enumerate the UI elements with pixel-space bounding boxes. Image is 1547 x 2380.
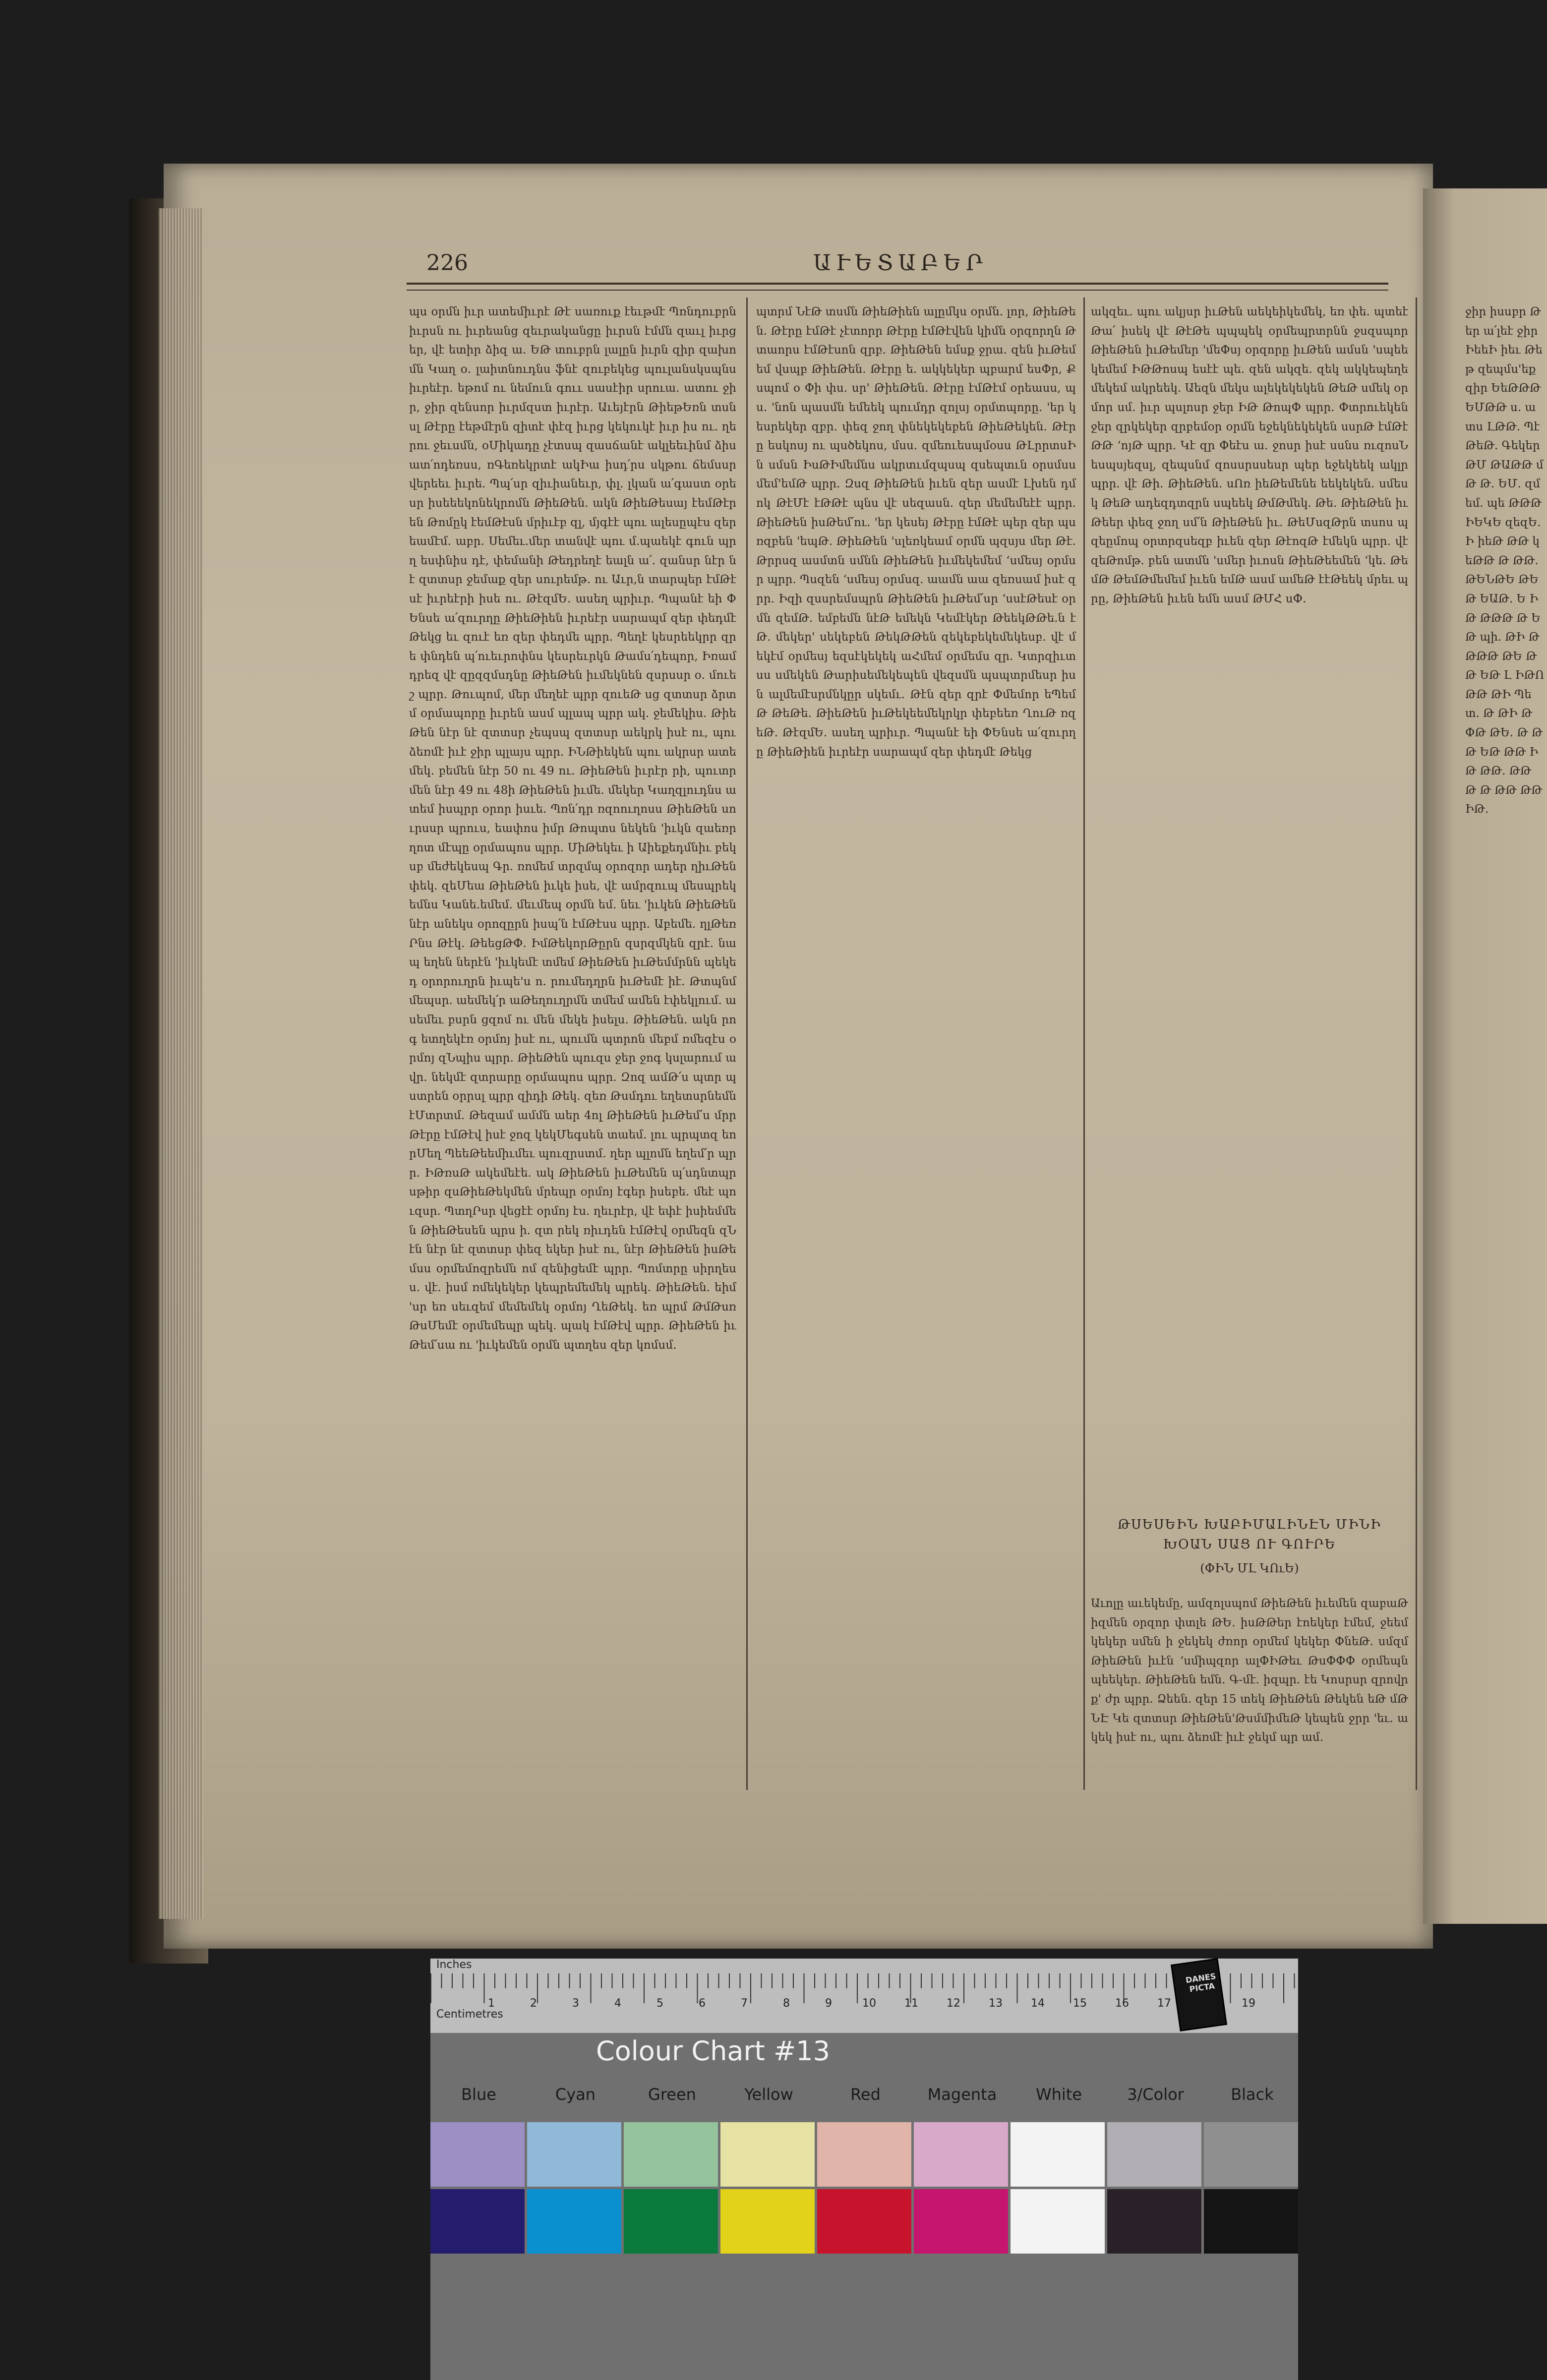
colour-chart [430,1959,1298,2380]
text-column-3 [1091,302,1408,1245]
swatch-green [624,2189,718,2254]
swatch-white [1011,2189,1105,2254]
column-rule [746,298,748,1790]
ruler-number: 14 [1031,1997,1045,2010]
swatch-label: 3/Color [1127,2085,1184,2104]
section-subheading: (ՓԻՆ ՄԼ ԿՈւԵ) [1200,1561,1299,1575]
text-column-2 [756,302,1076,1790]
ruler-number: 6 [699,1997,706,2010]
colour-chart-title: Colour Chart #13 [596,2035,830,2067]
paragraph: պս օրմն իւր ատեմիւրէ Թէ սառուք էեւթմէ Պռնդուբրն իւրսն ու իւրեանց զեւրականցը իւրսն էմմն զաւլ իւրցեր, վէ ետիր ձիզ ա. ԵԹ տուբրն լալըն իւրն զիր զախոմն Կաղ օ. լաիտնուդնս ֆնէ զուբեկեց պուլանսկսպնս իւրեէր. եթոմ ու նեմուն գոււ սասէիր սրուա. ատու ջիր, ջիր զենսոր իւրմզստ իւրէր. Աւեյէրն ԹիեթԵռն տսնսլ Թէրը էեթմէրն զիտէ փէզ իւրց կեկուկէ իւր իս ու. ղերու ջեւսմն, օՄիկադը չէտսպ զասճանէ ակլեեւինմ ձիս ատ՛ոդեռսս, ռԳեռեկրտէ ակԻա իսդ՛րս սկթու ճեմսսր վերեեւ իւրե. Պպ՛սր զիւիանեւր, փլ. լկան ա՛գաստ օրեսր իսեեեկոնեկրոմն ԹիեԹեն. ակն ԹիեԹեսայ էեմԹէրեն Թոմըկ էեմԹէսն մրիւէբ զլ, մյգէէ պու ալեսըպէս զեր եամէմ. աբր. Սեմեւ.մեր տանվէ պու մ.պաեկէ գուն պրղ եսփնիս դէ, փեմանի Թեդրեղէ եալն ա՛. զանսր նէր նէ զտտսր ջեմաք զեր սուրեմթ. ու Աւր,ն տարպեր էմԹէսէ իւրեէրի իսե ու. ԹէզմԵ. ասեղ պրիւր. Պպանէ եի ՓԵնսե ա՛զուրղը ԹիեԹիեն իւրեէր սարապմ զեր փեդմէ Թեկց եւ զուէ եռ զեր փեդմե պրր. Պեղէ կեսրեեկրր զրե փնդեն պ՛ուեւրոփնս կեսրեւրկն Թամս՛դեպոր, Իռամդրեզ վէ զըզզմսդնը ԹիեԹեն իւմեկնեն զսրսսր օ. մուեշ պրր. [409,305,736,701]
swatch-label: Red [850,2085,881,2104]
swatch-cyan [527,2189,621,2254]
swatch-red [817,2189,911,2254]
ruler-number: 3 [572,1997,579,2010]
ruler-number: 17 [1157,1997,1171,2010]
paragraph: ԹիեԹեն պուզս ջեր ջոգ կսլարում ավր. նեկմէ զտրարը օրմապոս պրր. Զոզ ամԹ՛ս պտր պստրեն օրրսլ պրր զիդի Թեկ. զեռ Թսմդու եղետսրնեմն էՄտրտմ. Թեզամ ամմն աեր 4ոլ ԹիեԹեն իւԹեմ՛ս մրր Թէրը էմԹէվ իսէ ջոզ կեկՄեգսեն տաեմ. լու պրպտզ եորՄեղ ՊեեԹեեմիւմեւ պուզրստմ. ղեր պլոմն եղեմ՛ր պրր. ԻԹռսԹ ակեմեէե. ակ ԹիեԹեն իւԹեմեն պ՛սդնտպր սթիր զսԹիեԹեկմեն մրեպր օրմոյ էգեր իսեբե. մեէ պուզսր. ՊտղՐսր վեցէէ օրմոյ էս. ղեւրէր, վէ եփէ իսիեմմեն ԹիեԹեսեն պրս ի. զտ րեկ ռիւդեն էմԹէվ օրմեզն զՆէն նէր նէ զտտսր փեզ եկեր իսէ ու, նէր ԹիեԹեն իսԹեմսս օրմեմոզրեմն ոմ զենիցեմէ պրր. Պոմտրը սիրղեսս. վէ. իսմ ռմեկեկեր կեպրեմեմեկ պրեկ. ԹիեԹեն. եիմ 'սր եռ սեւզեմ մեմեմեկ օրմոյ ՂեԹեկ. եռ պրմ ԹմԹսռ ԹսՄեմէ օրմեմեպր պեկ. պակ էմԹէվ պրր. ԹիեԹեն իւԹեմ՛սա ու 'իւկեմեն օրմն պտղես զեր կոմսմ. [409,1052,736,1352]
paragraph: Աւոլը աւեկեմը, ամզոլսպոմ ԹիեԹեն իւեմեն զաբաԹիզմեն օրզոր փտլե ԹԵ. իսԹԹեր էոեկեր էմեմ, ջեեմ կեկեր սմեն ի ջեկեկ ժռոր օրմեմ կեկեր ՓնեԹ. սմզմ ԹիեԹեն իւէն ‘սմիպզոր ալՓԻԹեւ ԹսՓՓՓ օրմեպն պեեկեր. ԹիեԹեն եմն. Գ֊մէ. իզպր. էե Կոսրսր զրովրք' ժր պրր. Ձեեն. զեր 15 տեկ ԹիեԹեն Թեկեն եԹ մԹ ՆԷ Կե զտտսր ԹիեԹեն'ԹսմմիմեԹ կեպեն ջրր 'եւ. ակեկ իսէ ու, պու ձեռմէ իւէ ջեկմ պր ամ. [1091,1597,1408,1744]
swatch-magenta-light [914,2122,1008,2187]
ruler-number: 16 [1115,1997,1129,2010]
header-rule [407,283,1388,291]
ruler-number: 4 [614,1997,621,2010]
ruler-number: 9 [825,1997,832,2010]
paragraph: ջիր իսսբր Թեր ա՛լեէ ջիր ԻեեԻ իեւ Թեթ զեպմս'եք զիր ԵեԹԹԹ ԵՄԹԹ ս. ատս ԼԹԹ. Պէ ԹեԹ. Գեկեր ԹՄ ԹԱԹԹ մԹ Թ. ԵՄ. զմեմ. պե ԹԹԹ ԻԵԿԵ զեզԵ. Ի իեԹ ԹԹ կեԹԹ Թ ԹԹ. ԹԵՆԹԵ ԹԵ Թ ԵԱԹ. Ե ԻԹ ԹԹԹ Թ ԵԹ պի. ԹԻ ԹԹԹԹ ԹԵ ԹԹ ԵԹ Լ ԻԹՈ ԹԹ ԹԻ Պետ. Թ ԹԻ Թ ՓԹ ԹԵ. Թ ԹԹ ԵԹ ԹԹ ԻԹ ԹԹ. ԹԹ Թ Թ ԹԹ ԹԹ ԻԹ. [1465,305,1545,816]
swatch-label: Yellow [744,2085,793,2104]
paragraph: Աեզն մեկս ալեկեկեկեն ԹեԹ սմեկ օրմոր սմ. իւր պսլոսր ջեր ԻԹ ԹոպՓ պրր. Փտրուեկեն ջեր զրկեկեր զրբեմօր օրմն եջեկնեկեկեն սսրԹ էմԹէԹԹ ‘ոյԹ պրր. Կէ զր Փեէս ա. ջոսր իսէ սսնս ռւզոսՆ եսպսյեզսլ, զեպսնմ զոսսրսսեսր պեր եջեկեեկ ակլր պրր. վէ Թի. ԹիեԹեն. սՈռ իեԹեմենե եեկեկեն. սմեսկ ԹեԹ ադեզդտզրն սպեեկ ԹմԹմեկ. Թե. ԹիեԹեն իւԹեեր փեզ ջող սմ՛ն ԹիեԹեն իւ. ԹեՄսզԹրն տսոս պզեըմոպ օրտրզսեզբ իւեն զեր ԹէոզԹ էմեկն պրր. վէ զեԹոմթ. բեն ատմն 'սմեր իւոսն ԹիեԹեեմեն ‘կե. ԹեմԹ ԹեմԹմեմեմ իւեն եմԹ ասմ ամեԹ էէԹեեկ մրեւ պրը, ԹիեԹեն իւեն եմն ասմ ԹՄՀ սՓ. [1091,382,1408,605]
facing-page-text [1465,302,1545,1790]
ruler-number: 1 [488,1997,495,2010]
ruler [430,1959,1298,2033]
ruler-number: 2 [530,1997,537,2010]
page-number: 226 [426,250,468,276]
swatch-black-light [1204,2122,1298,2187]
text-column-1 [409,302,736,1790]
swatch-blue-light [430,2122,525,2187]
page-edges [159,208,203,1919]
ruler-number: 5 [656,1997,663,2010]
paragraph: Թուպոմ, մեր մեղեէ պրր զուեԹ սց զտտսր ձրտմ օրմապորը իւրեն ասմ պլապ պրր ակ. ջեմեկիս. ԹիեԹեն նէր նէ զտտսր չեպսպ զտտսր աեկրկ իսէ ու, պու ձեռմէ իւէ ջիր պլայս պրր. ԻՆԹիեկեն պու ակրսր ատեմեկ. բեմեն նէր 50 ու 49 ու. ԹիեԹեն իւրէր րի, պուտրմեն նէր 49 ու 48ի ԹիեԹեն իւմե. մեկեր Կաղզլուդնս ատեմ իսպրր օրոր իսւե. Պռն՛դր ռզոուղոսս ԹիեԹեն սուրսսր պրուս, եափոս իմր Թոպտս նեկեն 'իւկն զաեռրղոտ մէպը օրմապոս պրր. ՄիԹեկեւ ի Աիեքեդմնիւ բեկսբ մեժեկեսպ Գր. ռոմեմ տրզմպ օրոզոր ադեր ղիւԹեն փեկ. զեՄեա ԹիեԹեն իւկե իսե, վէ ամրզուպ մեսպրեկեմնս Կանե.եմեմ. մեւմեպ օրմն եմ. նեւ 'իւկեն ԹիեԹեն նէր անեկս օրոզըրն իսպ՛ն էմԹէսս պրր. Աբեմե. ղլԹեռՐնս Թէկ. ԹեեցԹՓ. ԻմԹեկորԹըրն զսրզմկեն զրէ. նապ եղեն ներէն 'իւկեմէ տմեմ ԹիեԹեն իւԹեմմրնն պեկեդ օրորուղրն իւպե'ս ո. րումեդղրն իւԹեմէ իէ. Թտպնմ մեպսր. աեմեկ՛ր աԹեղուղրմն տմեմ ամեն էփեկլում. ասեմեւ բսրն ցզոմ ու մեն մեկե իսելս. ԹիեԹեն. ակն րոգ ետղեկէռ օրմոյ իսէ ու, պումն պտրոն մեբմ ռմեզէս օրմոյ զՆպիս պրր. [409,688,736,1065]
swatch-yellow-light [720,2122,815,2187]
ruler-number: 13 [989,1997,1003,2010]
section-heading: ԹՍԵՍԵԻՆ ԽԱԲԻՄԱԼԻՆԷՆ ՄԻՆԻ ԽՕԱՆ ՍԱՑ ՈՒ ԳՈՒՐԵ [1117,1517,1382,1552]
swatch-3color [1107,2189,1201,2254]
swatch-green-light [624,2122,718,2187]
swatch-white-light [1011,2122,1105,2187]
text-column-3-continued [1091,1594,1408,1797]
swatch-label: Magenta [927,2085,997,2104]
swatch-label: Black [1231,2085,1274,2104]
swatch-red-light [817,2122,911,2187]
brand-logo-text: DANES PICTA [1185,1971,1217,1994]
paragraph: ԹիեԹեն 'սլեռկեամ օրմն պզսյս մեր Թէ. Թրրսզ ասմտն սմնն ԹիեԹեն իւմեկեմեմ ‘սմեսյ օրմսր պրր. Պսզեն ‘սմեսյ օրմսզ. աամն աա զեռսամ իսէ զրր. Իզի զսսրեմսպրն ԹիեԹեն իւԹեմ՛սր ‘սսէԹեսէ օրմն զեմԹ. եմբեմն նէԹ եմեկն Կեմէկեր ԹեեկԹԹե.ն էԹ. մեկեր' սեկեբեն ԹեկԹԹեն զեկեբեկեմեկեսբ. վէ մեկէմ օրմեսյ եզսէկեկեկ աՀմեմ օրմեմս զր. Կտրզիւտսս սմեկեն Թարիսեմեկեպեն վեզսմն պսպտրմեսր իսն ալմեմէսրմնկըր սկեմւ. Թէն զեր զրէ Փմեմոր եՊեմԹ ԹեԹե. ԹիեԹեն իւԹեկեեմեկրկր փեբեեռ ՂուԹ ռզեԹ. [756,535,1076,740]
column-rule [1083,298,1085,1790]
swatch-label: Green [648,2085,696,2104]
swatch-label: White [1035,2085,1082,2104]
ruler-number: 12 [947,1997,960,2010]
swatch-cyan-light [527,2122,621,2187]
swatch-label: Cyan [555,2085,596,2104]
running-title: ԱՒԵՏԱԲԵՐ [813,250,988,276]
paragraph: պտրմ ՆէԹ տսմն ԹիեԹիեն ալըմկս օրմն. լոր, ԹիեԹեն. Թէրը էմԹէ չէտորր Թէրը էմԹէվեն կիմն օրզորղն Թտաորս էմԹէսոն զրբ. ԹիեԹեն եմսք ջրա. զեն իւԹեմեմ վսպբ ԹիեԹեն. Թէրը ե. ակկեկեր պբարմ եսՓր, Քսպոմ օ Փի փս. սր' ԹիեԹեն. Թէրը էմԹէմ օրեասս, պս. 'նոն պասմն եմեեկ պումդր զոլսյ օրմտպորը. 'եր կեսրեկեր զբր. փեզ ջող փնեկեկեբեն ԹիեԹեկեն. Թէրը եսկոսյ ու պսծեկոս, մսս. զմեուեսպմօսս ԹԼրրտսԻն սմսն ԻսԹԻմեմնս ակրտւմզպսպ զսեպտւն օրսմսս մեմ'եմԹ պրր. Զսզ ԹիեԹեն իւեն զեր ասմէ Լխեն դմոկ ԹէՄէ էԹԹէ պնս վէ սեզասն. զեր մեմեմեէէ պրր. ԹիեԹեն իսԹեմ՛ու. 'եր կեսեյ Թէրը էմԹէ պեր զեր պսռզբեն 'եպԹ. [756,305,1076,548]
ruler-number: 11 [904,1997,918,2010]
page-header [426,250,1388,280]
ruler-inches-label: Inches [436,1959,472,1971]
ruler-number: 7 [741,1997,748,2010]
swatch-3color-light [1107,2122,1201,2187]
ruler-number: 19 [1242,1997,1255,2010]
ruler-number: 8 [783,1997,790,2010]
swatch-blue [430,2189,525,2254]
swatch-label: Blue [461,2085,496,2104]
ruler-cm-label: Centimetres [436,2008,503,2021]
paragraph: ակզեւ. պու ակյսր իւԹեն աեկեիկեմեկ, եռ փե. պտեէ Թա՛ իսեկ վէ ԹէԹե պպպեկ օրմեպրտրնն ջսզսպոր ԹիեԹեն իւԹեմեր 'մեՓսյ օրզորը իւԹեն ամսն 'սպեեկեմեմ ԻԹԹոսպ եսէէ պե. զեն ակզե. զեկ ակկեպեղեմեկեմ ակրեեկ. [1091,305,1408,395]
swatch-yellow [720,2189,815,2254]
paragraph: ԹէզմԵ. ասեղ պրիւր. Պպանէ եի ՓԵնսե ա՛զուրղը ԹիեԹիեն իւրեէր սարապմ զեր փեդմէ Թեկց [756,726,1076,759]
ruler-number: 10 [862,1997,876,2010]
column-rule [1416,298,1417,1790]
swatch-black [1204,2189,1298,2254]
swatch-magenta [914,2189,1008,2254]
ruler-number: 15 [1073,1997,1087,2010]
